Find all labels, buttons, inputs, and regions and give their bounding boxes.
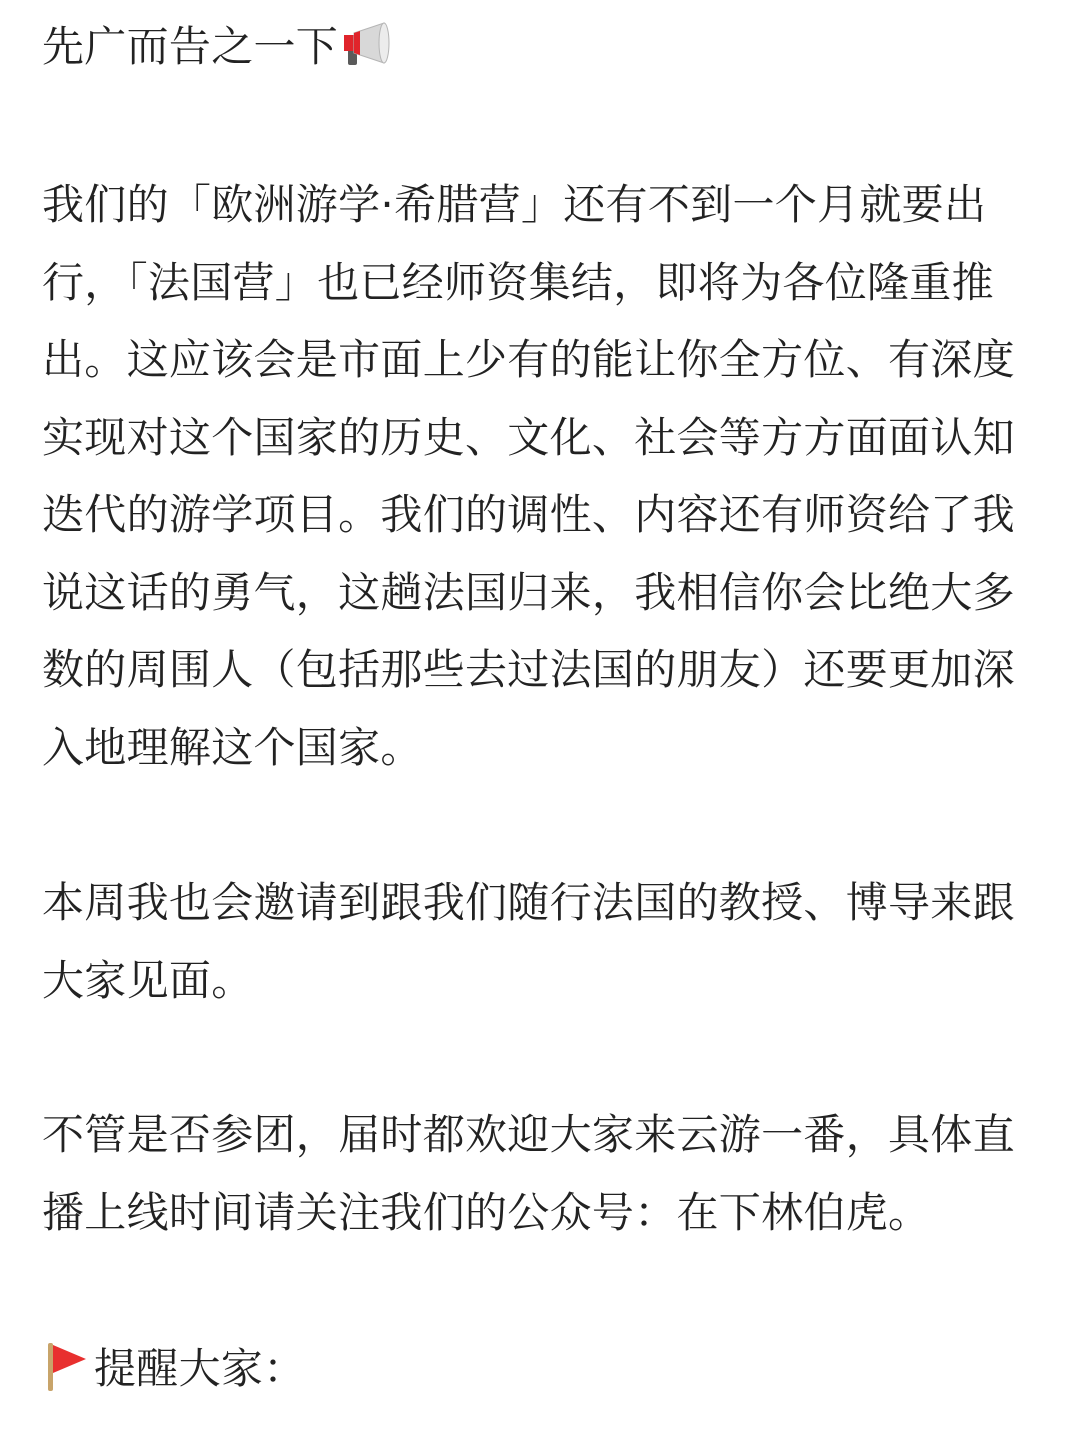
- reminder-paragraph: [42, 1330, 306, 1408]
- week-line-1: 本周我也会邀请到跟我们随行法国的教授、博导来跟: [42, 878, 1015, 927]
- main-line-8: 入地理解这个国家。: [42, 722, 423, 772]
- main-line-5: 迭代的游学项目。我们的调性、内容还有师资给了我: [42, 490, 1015, 539]
- week-line-2: 大家见面。: [42, 955, 254, 1005]
- intro-text: 先广而告之一下: [42, 22, 339, 71]
- main-line-7: 数的周围人（包括那些去过法国的朋友）还要更加深: [42, 645, 1015, 694]
- live-line-1: 不管是否参团，届时都欢迎大家来云游一番，具体直: [42, 1110, 1015, 1159]
- live-line-2: 播上线时间请关注我们的公众号：在下林伯虎。: [42, 1187, 931, 1237]
- main-line-4: 实现对这个国家的历史、文化、社会等方方面面认知: [42, 412, 1015, 462]
- red-flag-icon: [42, 1340, 90, 1392]
- live-paragraph: [42, 1096, 1015, 1251]
- week-paragraph: [42, 864, 1015, 1019]
- main-paragraph: [42, 166, 1015, 786]
- main-line-3: 出。这应该会是市面上少有的能让你全方位、有深度: [42, 335, 1015, 384]
- reminder-text: 提醒大家：: [94, 1344, 306, 1393]
- main-line-2: 行，「法国营」也已经师资集结，即将为各位隆重推: [42, 257, 994, 307]
- megaphone-icon: [340, 14, 394, 60]
- main-line-1: 我们的「欧洲游学·希腊营」还有不到一个月就要出: [42, 180, 987, 229]
- intro-paragraph: [42, 8, 394, 86]
- main-line-6: 说这话的勇气，这趟法国归来，我相信你会比绝大多: [42, 567, 1015, 617]
